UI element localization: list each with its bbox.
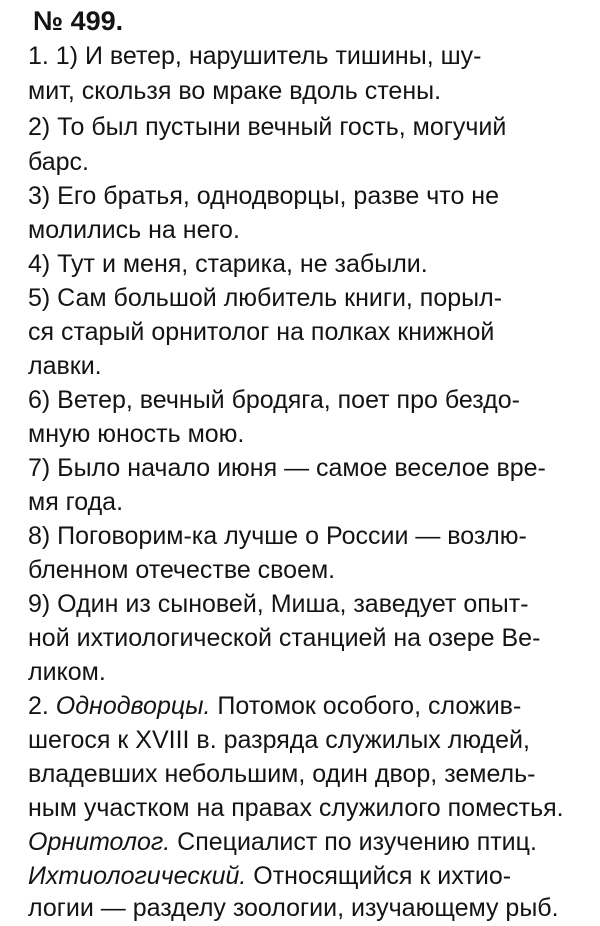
text-line: владевших небольшим, один двор, земель- (28, 760, 536, 788)
text-line: мную юность мою. (28, 420, 245, 448)
problem-number: № 499. (33, 6, 124, 36)
text-line: 1. 1) И ветер, нарушитель тишины, шу- (28, 42, 482, 70)
text-line: ликом. (28, 658, 106, 686)
definition-line (28, 864, 511, 889)
text-line: 6) Ветер, вечный бродяга, поет про бездо- (28, 386, 520, 414)
text-line: ся старый орнитолог на полках книжной (28, 318, 495, 346)
text-line: 5) Сам большой любитель книги, порыл- (28, 284, 503, 312)
text-line: 9) Один из сыновей, Миша, заведует опыт- (28, 590, 529, 618)
text-line: мя года. (28, 488, 124, 516)
text-line: лавки. (28, 352, 102, 380)
text-line: 4) Тут и меня, старика, не забыли. (28, 250, 428, 278)
definition-line (28, 694, 521, 719)
definition-number: 2. (28, 692, 56, 720)
text-line: молились на него. (28, 216, 240, 244)
definition-term: Ихтиологический. (28, 862, 247, 890)
definition-text: Относящийся к ихтио- (246, 862, 512, 890)
text-line: барс. (28, 148, 89, 176)
text-line: шегося к XVIII в. разряда служилых людей, (28, 726, 530, 754)
text-line: 3) Его братья, однодворцы, разве что не (28, 182, 500, 210)
text-line: 2) То был пустыни вечный гость, могучий (28, 113, 507, 141)
definition-text: Потомок особого, сложив- (210, 692, 522, 720)
text-line: мит, скользя во мраке вдоль стены. (28, 77, 442, 105)
text-line: 7) Было начало июня — самое веселое вре- (28, 454, 546, 482)
text-line: логии — разделу зоологии, изучающему рыб. (28, 894, 559, 922)
text-line: 8) Поговорим-ка лучше о России — возлю- (28, 522, 527, 550)
definition-line (28, 830, 537, 855)
text-line: ным участком на правах служилого поместья. (28, 794, 564, 822)
text-line: ной ихтиологической станцией на озере Ве- (28, 624, 541, 652)
definition-term: Орнитолог. (28, 828, 171, 856)
definition-term: Однодворцы. (55, 692, 211, 720)
text-line: бленном отечестве своем. (28, 556, 336, 584)
definition-text: Специалист по изучению птиц. (170, 828, 537, 856)
